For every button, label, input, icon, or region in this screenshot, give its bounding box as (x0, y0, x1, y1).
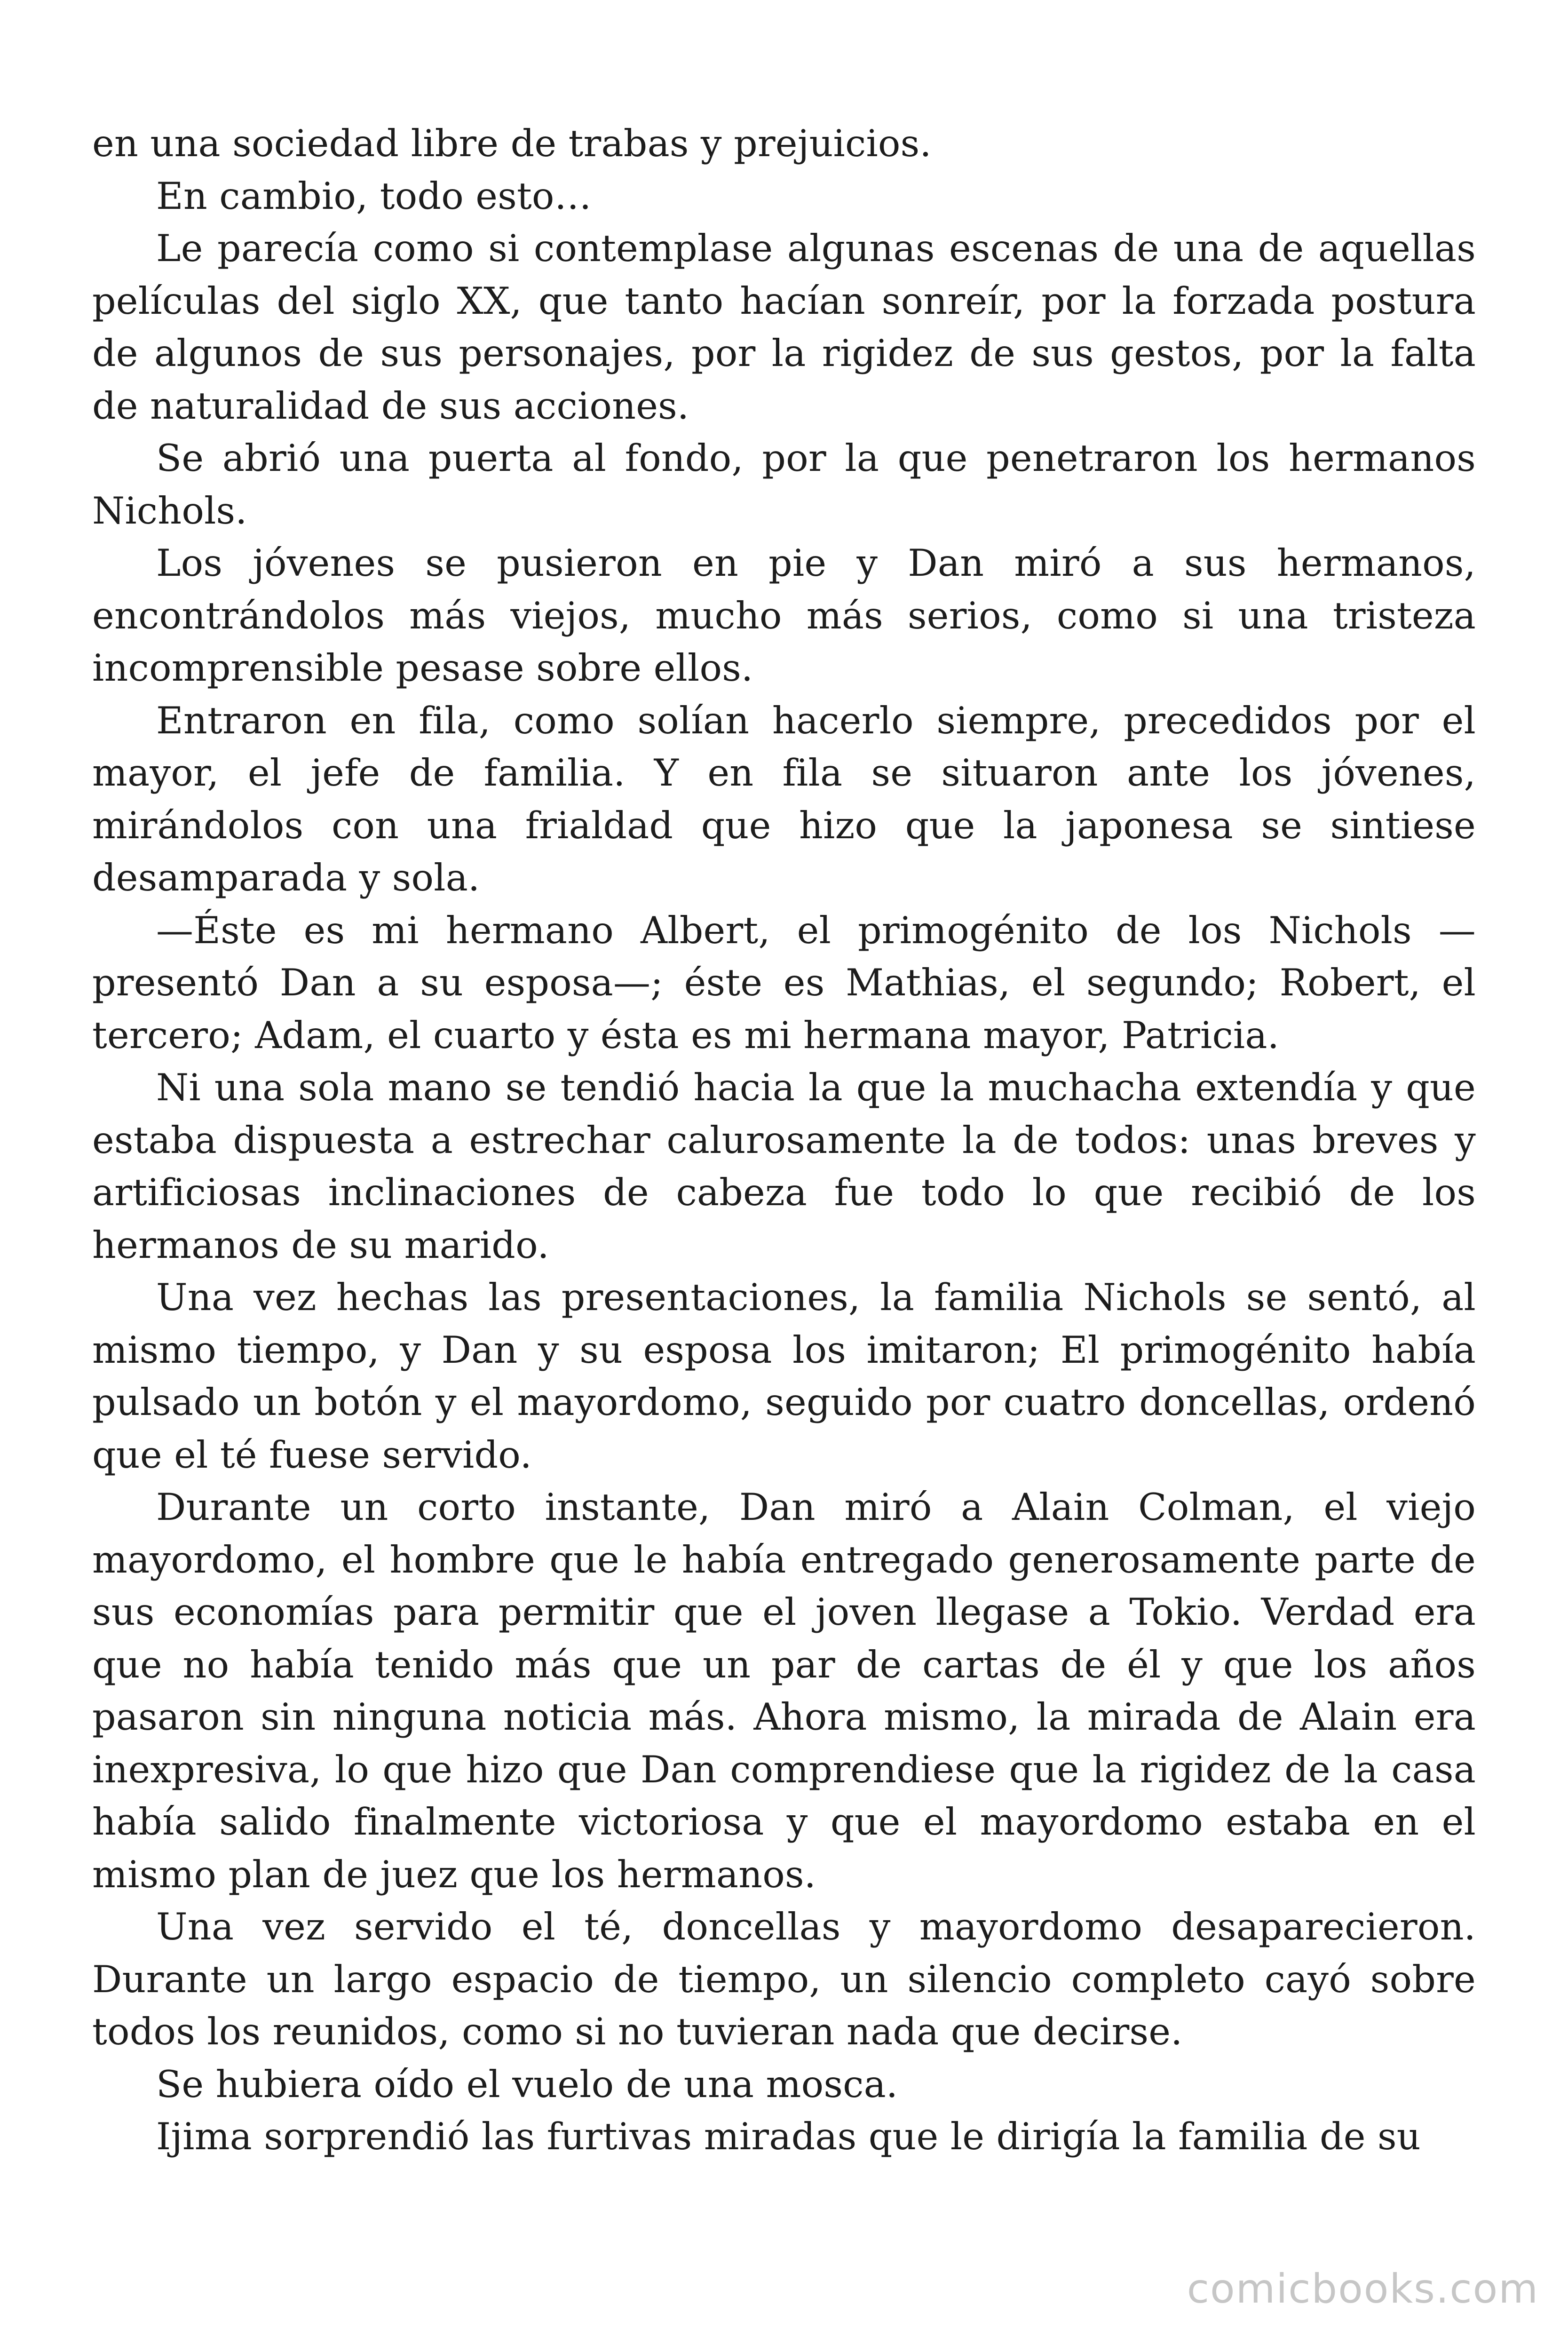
paragraph: Se hubiera oído el vuelo de una mosca. (156, 2062, 898, 2106)
paragraph: Entraron en fila, como solían hacerlo siempre, precedidos por el mayor, el jefe de familia. Y en fila se situaron ante los jóvenes, mirándolos con una frialdad que hizo que la japonesa se sintiese desamparada y sola. (92, 699, 1476, 899)
paragraph: Ijima sorprendió las furtivas miradas que le dirigía la familia de su (156, 2115, 1421, 2158)
paragraph: En cambio, todo esto… (156, 174, 592, 218)
paragraph: Ni una sola mano se tendió hacia la que la muchacha extendía y que estaba dispuesta a estrechar calurosamente la de todos: unas breves y artificiosas inclinaciones de cabeza fue todo lo que recibió de los hermanos de su marido. (92, 1066, 1476, 1267)
paragraph: Los jóvenes se pusieron en pie y Dan miró a sus hermanos, encontrándolos más viejos, mucho más serios, como si una tristeza incomprensible pesase sobre ellos. (92, 541, 1476, 690)
page-body (92, 118, 1476, 2163)
paragraph: Una vez hechas las presentaciones, la familia Nichols se sentó, al mismo tiempo, y Dan y su esposa los imitaron; El primogénito había pulsado un botón y el mayordomo, seguido por cuatro doncellas, ordenó que el té fuese servido. (92, 1276, 1476, 1477)
paragraph: Le parecía como si contemplase algunas escenas de una de aquellas películas del siglo XX, que tanto hacían sonreír, por la forzada postura de algunos de sus personajes, por la rigidez de sus gestos, por la falta de naturalidad de sus acciones. (92, 227, 1476, 428)
paragraph: Durante un corto instante, Dan miró a Alain Colman, el viejo mayordomo, el hombre que le había entregado generosamente parte de sus economías para permitir que el joven llegase a Tokio. Verdad era que no había tenido más que un par de cartas de él y que los años pasaron sin ninguna noticia más. Ahora mismo, la mirada de Alain era inexpresiva, lo que hizo que Dan comprendiese que la rigidez de la casa había salido finalmente victoriosa y que el mayordomo estaba en el mismo plan de juez que los hermanos. (92, 1486, 1476, 1896)
paragraph: Una vez servido el té, doncellas y mayordomo desaparecieron. Durante un largo espacio de tiempo, un silencio completo cayó sobre todos los reunidos, como si no tuvieran nada que decirse. (92, 1905, 1476, 2053)
paragraph: Se abrió una puerta al fondo, por la que penetraron los hermanos Nichols. (92, 437, 1476, 532)
paragraph: en una sociedad libre de trabas y prejuicios. (92, 122, 932, 165)
watermark: comicbooks.com (1187, 2265, 1539, 2312)
paragraph: —Éste es mi hermano Albert, el primogénito de los Nichols — presentó Dan a su esposa—; éste es Mathias, el segundo; Robert, el tercero; Adam, el cuarto y ésta es mi hermana mayor, Patricia. (92, 908, 1476, 1057)
